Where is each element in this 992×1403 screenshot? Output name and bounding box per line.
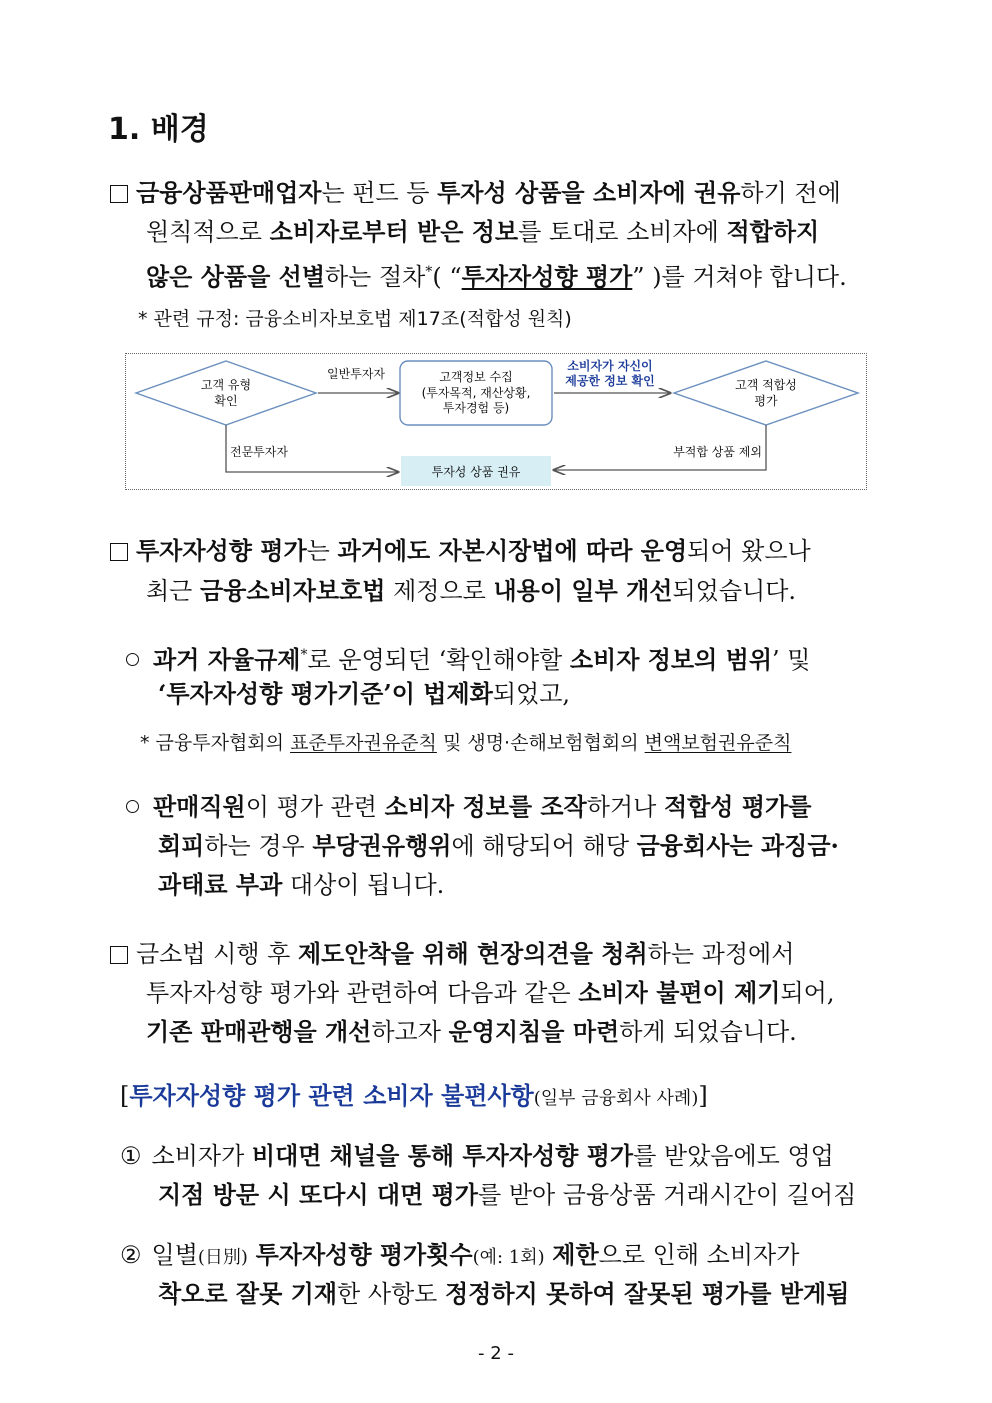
bullet-1-line-2: ‘투자자성향 평가기준’이 법제화되었고, — [158, 679, 571, 708]
general-investor-label: 일반투자자 — [327, 367, 385, 381]
checkbox-bullet-icon — [110, 185, 128, 203]
customer-type-node — [136, 361, 316, 425]
issue-2-number: ② — [120, 1241, 142, 1269]
process-diagram — [125, 353, 867, 490]
checkbox-bullet-icon — [110, 543, 128, 561]
process-diagram-svg — [126, 354, 866, 489]
suitability-label-1: 고객 적합성 — [735, 378, 797, 392]
section-heading: 1. 배경 — [108, 112, 209, 147]
circle-bullet-icon — [126, 653, 139, 666]
issue-2-line-2: 착오로 잘못 기재한 사항도 정정하지 못하여 잘못된 평가를 받게됨 — [158, 1279, 850, 1308]
bullet-1-line-1: 과거 자율규제*로 운영되던 ‘확인해야할 소비자 정보의 범위’ 및 — [126, 640, 810, 675]
info-confirm-label-2: 제공한 정보 확인 — [565, 374, 655, 388]
circle-bullet-icon — [126, 800, 139, 813]
paragraph-1-line-3: 않은 상품을 선별하는 절차*( “투자자성향 평가” )를 거쳐야 합니다. — [146, 262, 847, 291]
paragraph-2-line-2: 최근 금융소비자보호법 제정으로 내용이 일부 개선되었습니다. — [146, 576, 797, 605]
issue-1-line-1: ① 소비자가 비대면 채널을 통해 투자자성향 평가를 받았음에도 영업 — [120, 1141, 834, 1170]
self-regulation-note: * 금융투자협회의 표준투자권유준칙 및 생명·손해보험협회의 변액보험권유준칙 — [140, 732, 792, 754]
recommend-product-label: 투자성 상품 권유 — [431, 465, 521, 479]
bullet-2-line-2: 회피하는 경우 부당권유행위에 해당되어 해당 금융회사는 과징금· — [158, 831, 839, 860]
paragraph-2-line-1: 투자자성향 평가는 과거에도 자본시장법에 따라 운영되어 왔으나 — [110, 536, 811, 566]
paragraph-1-line-2: 원칙적으로 소비자로부터 받은 정보를 토대로 소비자에 적합하지 — [146, 217, 820, 246]
paragraph-3-line-3: 기존 판매관행을 개선하고자 운영지침을 마련하게 되었습니다. — [146, 1017, 797, 1046]
bullet-2-line-1: 판매직원이 평가 관련 소비자 정보를 조작하거나 적합성 평가를 — [126, 792, 811, 822]
regulation-note: * 관련 규정: 금융소비자보호법 제17조(적합성 원칙) — [138, 308, 572, 330]
professional-investor-label: 전문투자자 — [230, 445, 288, 459]
customer-type-label-1: 고객 유형 — [200, 378, 252, 392]
exclude-unsuitable-label: 부적합 상품 제외 — [673, 445, 762, 459]
paragraph-3-line-2: 투자자성향 평가와 관련하여 다음과 같은 소비자 불편이 제기되어, — [146, 978, 835, 1007]
issue-2-line-1: ② 일별(日別) 투자자성향 평가횟수(예: 1회) 제한으로 인해 소비자가 — [120, 1240, 800, 1269]
suitability-node — [674, 361, 858, 425]
info-collection-label-3: 투자경험 등) — [442, 401, 510, 415]
info-collection-label-1: 고객정보 수집 — [439, 370, 513, 384]
paragraph-3-line-1: 금소법 시행 후 제도안착을 위해 현장의견을 청취하는 과정에서 — [110, 939, 794, 969]
info-collection-label-2: (투자목적, 재산상황, — [421, 386, 531, 400]
issue-1-number: ① — [120, 1142, 142, 1170]
info-confirm-label-1: 소비자가 자신이 — [567, 359, 653, 373]
bullet-2-line-3: 과태료 부과 대상이 됩니다. — [158, 870, 445, 899]
checkbox-bullet-icon — [110, 946, 128, 964]
paragraph-1-line-1: 금융상품판매업자는 펀드 등 투자성 상품을 소비자에 권유하기 전에 — [110, 178, 841, 208]
page-number: - 2 - — [478, 1343, 514, 1364]
suitability-label-2: 평가 — [754, 394, 778, 408]
customer-type-label-2: 확인 — [214, 394, 238, 408]
issue-1-line-2: 지점 방문 시 또다시 대면 평가를 받아 금융상품 거래시간이 길어짐 — [158, 1180, 857, 1209]
issues-title: [투자자성향 평가 관련 소비자 불편사항(일부 금융회사 사례)] — [120, 1081, 708, 1110]
